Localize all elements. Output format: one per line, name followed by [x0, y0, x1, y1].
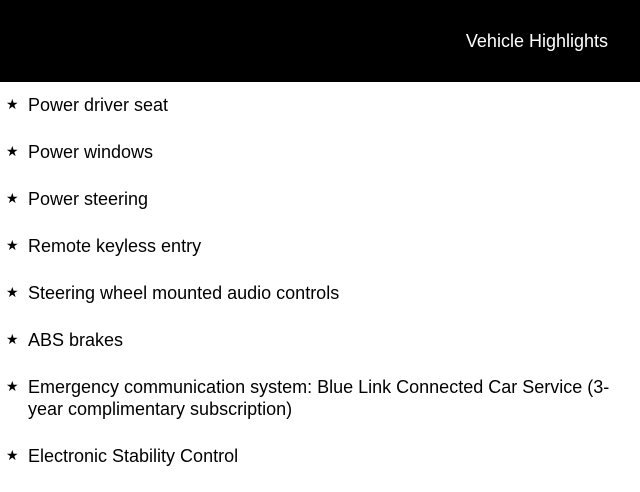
- list-item-label: ABS brakes: [28, 330, 124, 350]
- star-icon: ★: [6, 378, 19, 394]
- star-icon: ★: [6, 331, 19, 347]
- list-item: [0, 329, 640, 351]
- list-item: [0, 282, 640, 304]
- list-item: [0, 235, 640, 257]
- list-item-label: Electronic Stability Control: [28, 446, 239, 466]
- list-item: [0, 445, 640, 467]
- list-item-label: Steering wheel mounted audio controls: [28, 283, 340, 303]
- star-icon: ★: [6, 284, 19, 300]
- list-item: [0, 188, 640, 210]
- star-icon: ★: [6, 143, 19, 159]
- list-item: [0, 94, 640, 116]
- page-title: Vehicle Highlights: [465, 31, 608, 51]
- star-icon: ★: [6, 237, 19, 253]
- list-item-label: Remote keyless entry: [28, 236, 202, 256]
- highlights-list: [0, 94, 640, 492]
- header-bar: [0, 0, 640, 82]
- list-item-label: Emergency communication system: Blue Link Connected Car Service (3-year complimentary subscription): [28, 377, 610, 419]
- star-icon: ★: [6, 190, 19, 206]
- list-item-label: Power steering: [28, 189, 149, 209]
- list-item-label: Power windows: [28, 142, 154, 162]
- star-icon: ★: [6, 96, 19, 112]
- list-item-label: Power driver seat: [28, 95, 169, 115]
- list-item: [0, 376, 640, 420]
- star-icon: ★: [6, 447, 19, 463]
- list-item: [0, 141, 640, 163]
